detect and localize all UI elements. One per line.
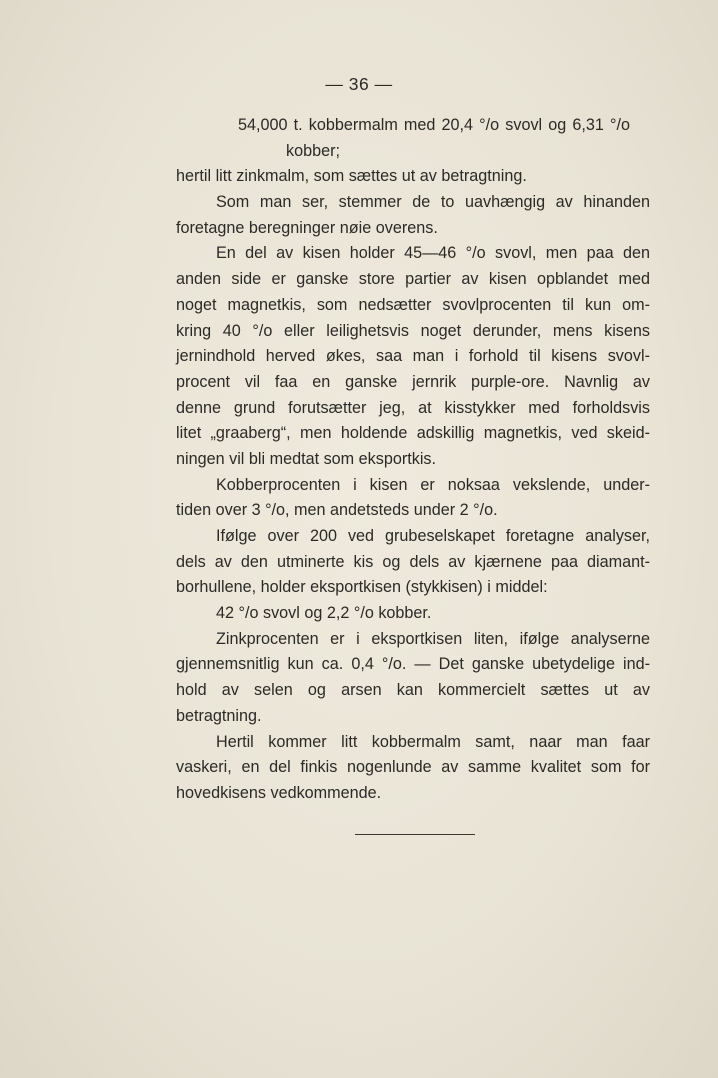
text-line: denne grund forutsætter jeg, at kisstykker med forholdsvis: [176, 398, 650, 417]
text-line: hertil litt zinkmalm, som sættes ut av betragtning.: [176, 167, 527, 186]
text-line: ningen vil bli medtat som eksportkis.: [176, 449, 437, 468]
text-line: gjennemsnitlig kun ca. 0,4 °/o. — Det ganske ubetydelige ind-: [176, 655, 650, 674]
text-line: Zinkprocenten er i eksportkisen liten, ifølge analyserne: [216, 629, 650, 648]
text-line: borhullene, holder eksportkisen (stykkisen) i middel:: [176, 578, 548, 597]
section-divider: [355, 834, 475, 835]
text-line: 42 °/o svovl og 2,2 °/o kobber.: [216, 604, 432, 623]
page-number: — 36 —: [325, 74, 393, 94]
text-line: kring 40 °/o eller leilighetsvis noget derunder, mens kisens: [176, 321, 650, 340]
text-line: 54,000 t. kobbermalm med 20,4 °/o svovl og 6,31 °/o: [238, 116, 630, 134]
text-line: foretagne beregninger nøie overens.: [176, 218, 438, 237]
text-line: noget magnetkis, som nedsætter svovlprocenten til kun om-: [176, 295, 650, 314]
text-line: litet „graaberg“, men holdende adskillig magnetkis, ved skeid-: [176, 424, 650, 443]
text-line: En del av kisen holder 45—46 °/o svovl, men paa den: [216, 244, 650, 263]
text-line: dels av den utminerte kis og dels av kjærnene paa diamant-: [176, 552, 650, 571]
body-text: [176, 113, 650, 807]
text-line: Kobberprocenten i kisen er noksaa vekslende, under-: [216, 475, 650, 494]
text-line: hovedkisens vedkommende.: [176, 783, 382, 802]
text-line: betragtning.: [176, 706, 262, 725]
text-line: Hertil kommer litt kobbermalm samt, naar man faar: [216, 732, 650, 751]
text-line: tiden over 3 °/o, men andetsteds under 2 °/o.: [176, 501, 498, 520]
text-line: procent vil faa en ganske jernrik purple-ore. Navnlig av: [176, 372, 650, 391]
text-line: Ifølge over 200 ved grubeselskapet foretagne analyser,: [216, 527, 650, 545]
text-line: jernindhold herved økes, saa man i forhold til kisens svovl-: [176, 347, 650, 366]
text-line: kobber;: [286, 141, 340, 160]
text-line: hold av selen og arsen kan kommercielt sættes ut av: [176, 681, 650, 700]
text-line: vaskeri, en del finkis nogenlunde av samme kvalitet som for: [176, 758, 650, 777]
text-line: anden side er ganske store partier av kisen opblandet med: [176, 270, 650, 289]
text-line: Som man ser, stemmer de to uavhængig av hinanden: [216, 193, 650, 212]
